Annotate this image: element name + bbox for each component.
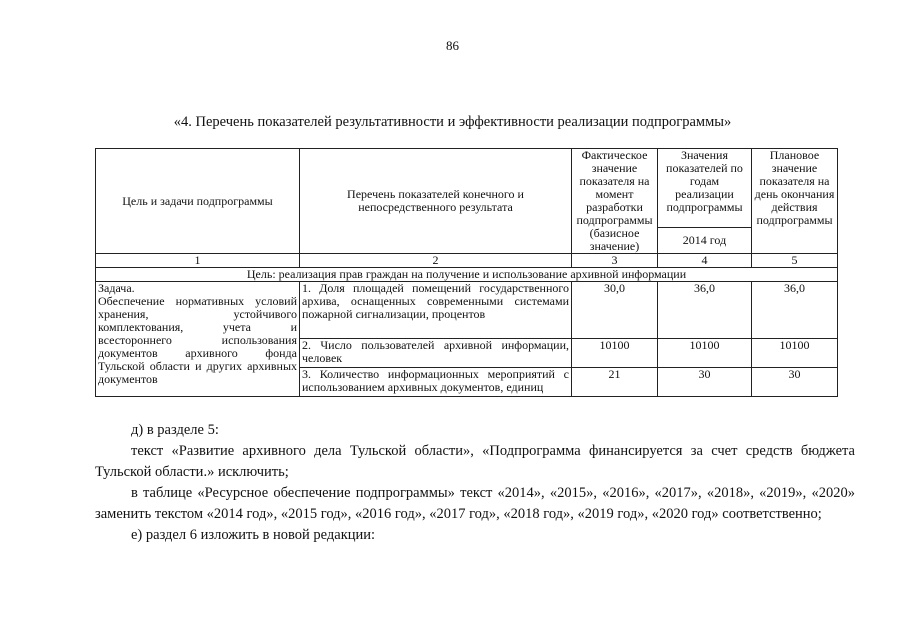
header-goal: Цель и задачи подпрограммы <box>96 149 300 254</box>
planned-value: 30 <box>752 368 838 397</box>
col-number-2: 2 <box>300 254 572 268</box>
col-number-4: 4 <box>658 254 752 268</box>
actual-value: 21 <box>572 368 658 397</box>
task-cell <box>96 282 300 397</box>
paragraph-section-5: д) в разделе 5: <box>131 422 219 438</box>
table-row <box>96 282 838 339</box>
indicator-cell: 1. Доля площадей помещений государственного архива, оснащенных современными системами пожарной сигнализации, процентов <box>300 282 572 339</box>
actual-value: 30,0 <box>572 282 658 339</box>
paragraph-section-6: е) раздел 6 изложить в новой редакции: <box>131 527 376 543</box>
planned-value: 10100 <box>752 339 838 368</box>
amendment-text <box>95 420 855 546</box>
header-year: 2014 год <box>658 227 752 253</box>
header-actual: Фактическое значение показателя на момент разработки подпрограммы (базисное значение) <box>572 149 658 254</box>
year-value: 30 <box>658 368 752 397</box>
header-indicators: Перечень показателей конечного и непосредственного результата <box>300 149 572 254</box>
goal-cell: Цель: реализация прав граждан на получение и использование архивной информации <box>96 268 838 282</box>
col-number-1: 1 <box>96 254 300 268</box>
indicator-cell: 3. Количество информационных мероприятий с использованием архивных документов, единиц <box>300 368 572 397</box>
indicator-cell: 2. Число пользователей архивной информации, человек <box>300 339 572 368</box>
page-number: 86 <box>446 38 459 53</box>
planned-value: 36,0 <box>752 282 838 339</box>
year-value: 10100 <box>658 339 752 368</box>
task-label: Задача. <box>98 281 135 295</box>
task-text: Обеспечение нормативных условий хранения, устойчивого комплектования, учета и всестороннего использования документов архивного фонда Тульской области и других архивных документов <box>98 294 297 386</box>
goal-row <box>96 268 838 282</box>
header-row <box>96 149 838 228</box>
actual-value: 10100 <box>572 339 658 368</box>
paragraph-replace-years: в таблице «Ресурсное обеспечение подпрограммы» текст «2014», «2015», «2016», «2017», «2018», «2019», «2020» заменить текстом «2014 год», «2015 год», «2016 год», «2017 год», «2018 год», «2019 год», «2020 год» соответственно; <box>95 485 855 522</box>
year-value: 36,0 <box>658 282 752 339</box>
header-planned: Плановое значение показателя на день окончания действия подпрограммы <box>752 149 838 254</box>
col-number-row <box>96 254 838 268</box>
paragraph-exclude-text: текст «Развитие архивного дела Тульской области», «Подпрограмма финансируется за счет средств бюджета Тульской области.» исключить; <box>95 443 855 480</box>
indicators-table <box>95 148 838 397</box>
section-title: «4. Перечень показателей результативности и эффективности реализации подпрограммы» <box>173 114 732 130</box>
col-number-5: 5 <box>752 254 838 268</box>
header-values-by-year: Значения показателей по годам реализации подпрограммы <box>658 149 752 228</box>
col-number-3: 3 <box>572 254 658 268</box>
